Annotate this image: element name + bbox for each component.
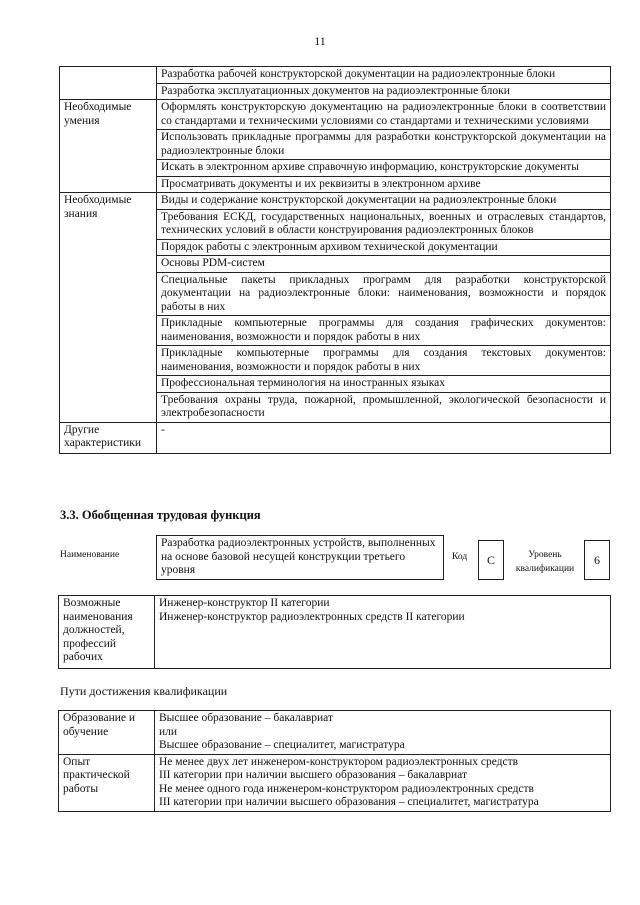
table-row xyxy=(60,67,611,84)
experience-value xyxy=(155,754,611,811)
empty-label-cell xyxy=(60,67,157,100)
table-row xyxy=(60,100,611,130)
level-label-line: квалификации xyxy=(515,564,575,574)
skill-cell: Просматривать документы и их реквизиты в электронном архиве xyxy=(157,176,611,193)
position-item: Инженер-конструктор радиоэлектронных средств II категории xyxy=(159,610,465,623)
education-line: или xyxy=(159,725,178,738)
skills-knowledge-table xyxy=(59,66,611,454)
section-title: 3.3. Обобщенная трудовая функция xyxy=(60,508,261,522)
education-line: Высшее образование – специалитет, магистратура xyxy=(159,739,405,751)
level-value-box: 6 xyxy=(584,540,610,580)
table-row xyxy=(60,422,611,453)
level-label-line: Уровень xyxy=(528,550,562,560)
knowledge-cell: Прикладные компьютерные программы для создания графических документов: наименования, возможности и порядок работы в них xyxy=(157,316,611,346)
positions-label: Возможные наименования должностей, профессий рабочих xyxy=(59,596,155,669)
education-line: Высшее образование – бакалавриат xyxy=(159,712,333,724)
knowledge-cell: Требования охраны труда, пожарной, промышленной, экологической безопасности и электробезопасности xyxy=(157,392,611,422)
name-label: Наименование xyxy=(60,550,120,560)
knowledge-cell: Профессиональная терминология на иностранных языках xyxy=(157,376,611,393)
code-label: Код xyxy=(452,552,468,562)
knowledge-cell: Виды и содержание конструкторской документации на радиоэлектронные блоки xyxy=(157,193,611,210)
experience-line: Не менее двух лет инженером-конструктором радиоэлектронных средств xyxy=(159,755,519,768)
skill-cell: Искать в электронном архиве справочную информацию, конструкторские документы xyxy=(157,160,611,177)
table-row xyxy=(59,596,611,669)
labor-action-cell: Разработка эксплуатационных документов на радиоэлектронные блоки xyxy=(157,83,611,100)
knowledge-cell: Прикладные компьютерные программы для создания текстовых документов: наименования, возможности и порядок работы в них xyxy=(157,346,611,376)
table-row xyxy=(59,754,611,811)
code-value-box: C xyxy=(478,540,504,580)
skill-cell: Использовать прикладные программы для разработки конструкторской документации на радиоэлектронные блоки xyxy=(157,130,611,160)
knowledge-cell: Специальные пакеты прикладных программ для разработки конструкторской документации на радиоэлектронные блоки: наименования, возможности и порядок работы в них xyxy=(157,272,611,316)
level-label xyxy=(506,548,584,576)
knowledge-label: Необходимые знания xyxy=(60,193,157,423)
other-label: Другие характеристики xyxy=(60,422,157,453)
position-item: Инженер-конструктор II категории xyxy=(159,597,330,609)
paths-heading: Пути достижения квалификации xyxy=(60,684,228,698)
skills-label: Необходимые умения xyxy=(60,100,157,193)
education-label: Образование и обучение xyxy=(59,711,155,755)
knowledge-cell: Требования ЕСКД, государственных национальных, военных и отраслевых стандартов, технических условий в области конструирования радиоэлектронных блоков xyxy=(157,209,611,239)
table-row xyxy=(60,193,611,210)
experience-line: III категории при наличии высшего образования – специалитет, магистратура xyxy=(159,796,539,808)
experience-label: Опыт практической работы xyxy=(59,754,155,811)
positions-list xyxy=(155,596,611,669)
knowledge-cell: Основы PDM-систем xyxy=(157,256,611,273)
qualification-paths-table xyxy=(58,710,611,812)
skill-cell: Оформлять конструкторскую документацию на радиоэлектронные блоки в соответствии со стандартами и техническими условиями со стандартами и техническими условиями xyxy=(157,100,611,130)
experience-line: III категории при наличии высшего образования – бакалавриат xyxy=(159,769,468,781)
page-number: 11 xyxy=(314,34,326,48)
education-value xyxy=(155,711,611,755)
table-row xyxy=(59,711,611,755)
experience-line: Не менее одного года инженером-конструктором радиоэлектронных средств xyxy=(159,782,534,795)
positions-table xyxy=(58,595,611,669)
labor-action-cell: Разработка рабочей конструкторской документации на радиоэлектронные блоки xyxy=(157,67,611,84)
knowledge-cell: Порядок работы с электронным архивом технической документации xyxy=(157,239,611,256)
function-name-box: Разработка радиоэлектронных устройств, выполненных на основе базовой несущей конструкции третьего уровня xyxy=(156,535,444,580)
other-value: - xyxy=(157,422,611,453)
